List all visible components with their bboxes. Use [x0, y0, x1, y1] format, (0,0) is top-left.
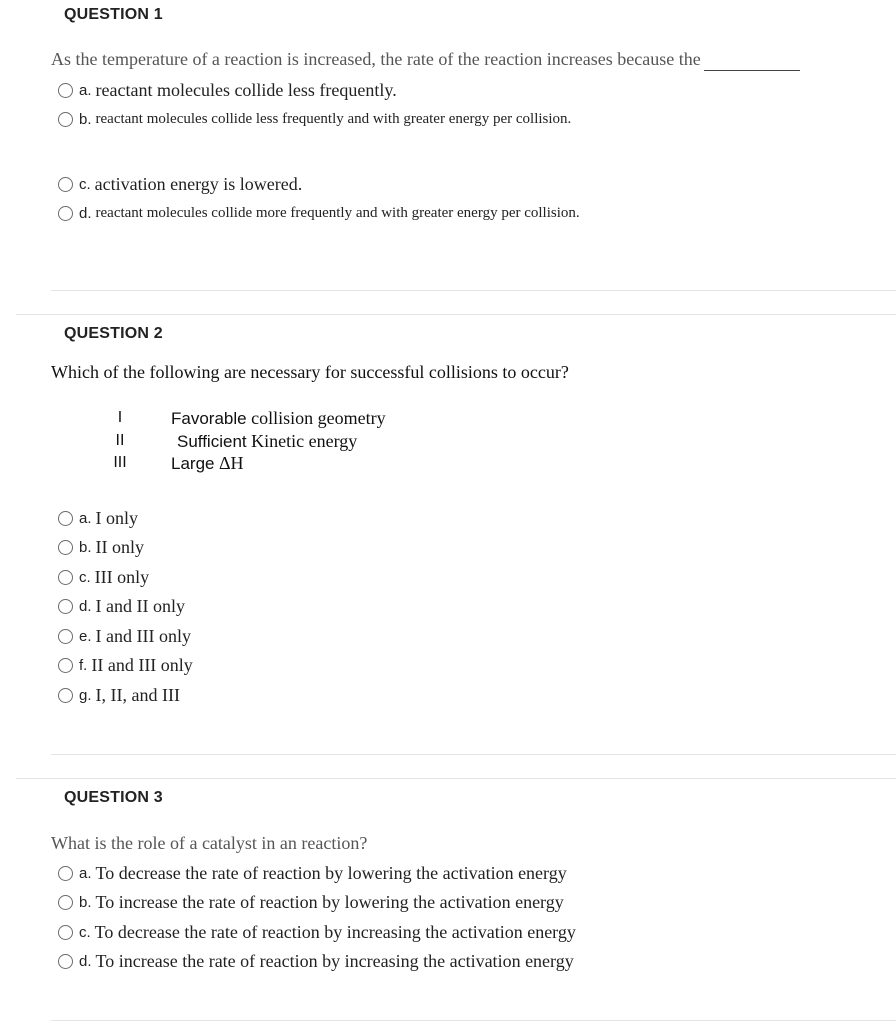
radio-button[interactable]	[58, 629, 73, 644]
q3-option-c[interactable]	[58, 921, 576, 943]
question-3-title: QUESTION 3	[64, 789, 163, 806]
table-row-text-part2: ΔH	[214, 453, 244, 473]
radio-button[interactable]	[58, 925, 73, 940]
q2-option-f[interactable]	[58, 654, 193, 676]
question-3-text: What is the role of a catalyst in an reaction?	[51, 833, 368, 853]
q2-option-d[interactable]	[58, 595, 185, 617]
option-text: reactant molecules collide less frequently.	[95, 79, 397, 100]
option-text: reactant molecules collide less frequently and with greater energy per collision.	[95, 110, 572, 127]
section-divider	[16, 778, 896, 779]
table-row-text-part1: Sufficient	[177, 432, 247, 451]
answer-blank	[704, 49, 800, 71]
radio-button[interactable]	[58, 895, 73, 910]
table-row-text-part1: Favorable	[171, 409, 247, 428]
option-text: reactant molecules collide more frequently and with greater energy per collision.	[95, 204, 580, 221]
radio-button[interactable]	[58, 954, 73, 969]
question-1-title: QUESTION 1	[64, 6, 163, 23]
q2-option-e[interactable]	[58, 625, 191, 647]
option-text: To increase the rate of reaction by lowering the activation energy	[95, 891, 564, 912]
question-2-title: QUESTION 2	[64, 325, 163, 342]
q2-option-g[interactable]	[58, 684, 180, 706]
table-row-text-part2: collision geometry	[246, 408, 386, 428]
table-row-text	[171, 408, 386, 429]
table-row-text-part2: Kinetic energy	[246, 431, 358, 451]
option-letter: d.	[79, 597, 92, 615]
radio-button[interactable]	[58, 688, 73, 703]
option-letter: c.	[79, 175, 91, 193]
q1-option-c[interactable]	[58, 173, 302, 195]
table-row-numeral: II	[115, 432, 125, 449]
radio-button[interactable]	[58, 206, 73, 221]
option-letter: b.	[79, 110, 92, 128]
option-letter: a.	[79, 509, 92, 527]
radio-button[interactable]	[58, 599, 73, 614]
question-1-prompt: As the temperature of a reaction is increased, the rate of the reaction increases because the	[51, 49, 701, 69]
radio-button[interactable]	[58, 511, 73, 526]
option-text: III only	[94, 566, 150, 587]
table-row-numeral: I	[117, 409, 123, 426]
option-text: activation energy is lowered.	[94, 173, 303, 194]
table-row-text	[177, 431, 357, 452]
q2-option-c[interactable]	[58, 566, 149, 588]
option-letter: b.	[79, 893, 92, 911]
option-text: I and II only	[95, 595, 185, 616]
option-letter: f.	[79, 656, 88, 674]
option-letter: a.	[79, 864, 92, 882]
question-1-text	[51, 49, 800, 71]
question-divider	[51, 290, 896, 291]
option-letter: b.	[79, 538, 92, 556]
option-text: II only	[95, 536, 145, 557]
q3-option-d[interactable]	[58, 950, 574, 972]
option-letter: d.	[79, 204, 92, 222]
q1-option-b[interactable]	[58, 108, 571, 130]
option-text: To decrease the rate of reaction by increasing the activation energy	[94, 921, 576, 942]
section-divider	[16, 314, 896, 315]
option-letter: d.	[79, 952, 92, 970]
question-divider	[51, 754, 896, 755]
option-text: II and III only	[91, 654, 193, 675]
radio-button[interactable]	[58, 658, 73, 673]
option-letter: c.	[79, 568, 91, 586]
q2-option-b[interactable]	[58, 536, 144, 558]
question-divider	[51, 1020, 896, 1021]
option-letter: a.	[79, 81, 92, 99]
q3-option-b[interactable]	[58, 891, 564, 913]
radio-button[interactable]	[58, 83, 73, 98]
radio-button[interactable]	[58, 866, 73, 881]
table-row-text	[171, 453, 244, 474]
option-letter: e.	[79, 627, 92, 645]
option-text: I only	[95, 507, 139, 528]
option-letter: g.	[79, 686, 92, 704]
option-text: I and III only	[95, 625, 191, 646]
radio-button[interactable]	[58, 540, 73, 555]
q3-option-a[interactable]	[58, 862, 567, 884]
table-row-text-part1: Large	[171, 454, 215, 473]
q2-option-a[interactable]	[58, 507, 138, 529]
q1-option-d[interactable]	[58, 202, 580, 224]
option-text: To increase the rate of reaction by increasing the activation energy	[95, 950, 574, 971]
option-letter: c.	[79, 923, 91, 941]
question-2-text: Which of the following are necessary for successful collisions to occur?	[51, 362, 569, 382]
table-row-numeral: III	[113, 454, 127, 471]
option-text: To decrease the rate of reaction by lowering the activation energy	[95, 862, 567, 883]
q1-option-a[interactable]	[58, 79, 397, 101]
option-text: I, II, and III	[95, 684, 180, 705]
radio-button[interactable]	[58, 112, 73, 127]
radio-button[interactable]	[58, 570, 73, 585]
radio-button[interactable]	[58, 177, 73, 192]
